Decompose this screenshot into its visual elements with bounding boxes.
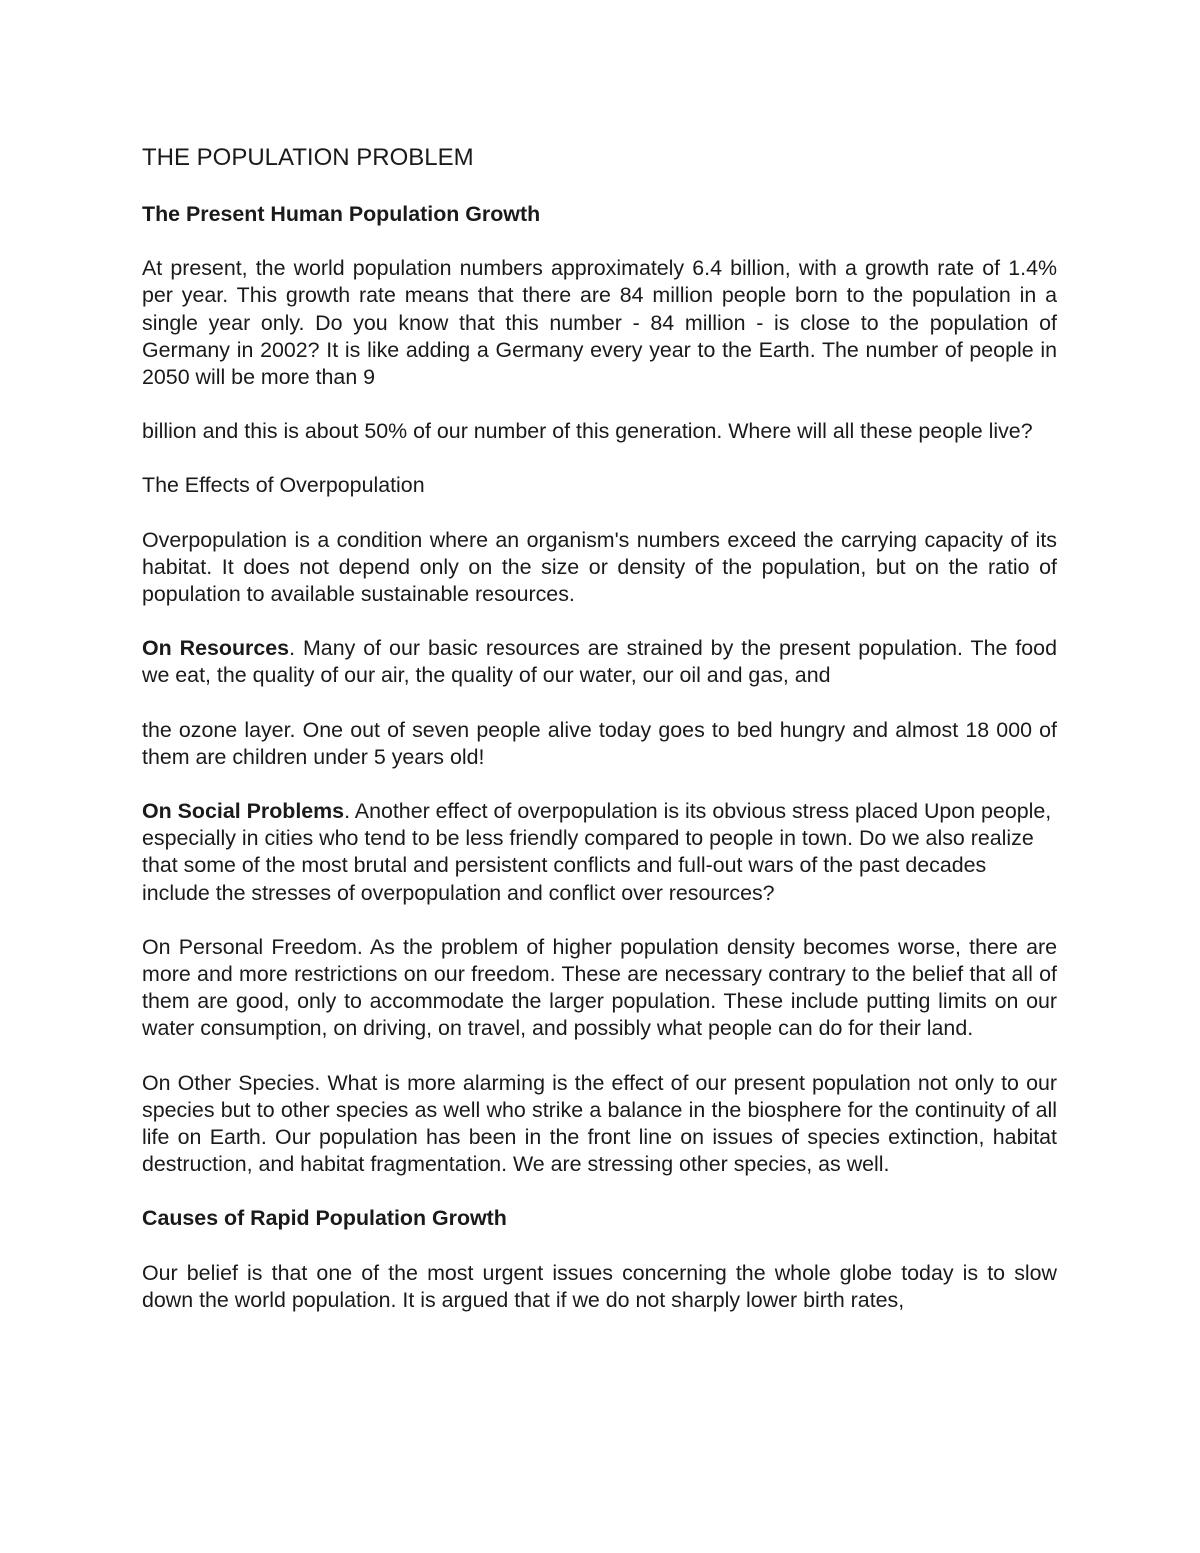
section-heading-effects: The Effects of Overpopulation <box>142 473 425 498</box>
paragraph-urgent-issues: Our belief is that one of the most urgent issues concerning the whole globe today is to slow down the world population. It is argued that if we do not sharply lower birth rates, <box>142 1260 1057 1312</box>
paragraph-on-other-species: On Other Species. What is more alarming is the effect of our present population not only to our species but to other species as well who strike a balance in the biosphere for the continuity of all life on Earth. Our population has been in the front line on issues of species extinction, habitat destruction, and habitat fragmentation. We are stressing other species, as well. <box>142 1070 1057 1177</box>
text-on-social-problems: . Another effect of overpopulation is its obvious stress placed Upon people, especially in cities who tend to be less friendly compared to people in town. Do we also realize that some of the most brutal and persistent conflicts and full-out wars of the past decades include the stresses of overpopulation and conflict over resources? <box>142 799 1052 905</box>
lead-on-resources: On Resources <box>142 636 290 661</box>
document-page <box>142 143 1057 1341</box>
paragraph-population-numbers: At present, the world population numbers approximately 6.4 billion, with a growth rate of 1.4% per year. This growth rate means that there are 84 million people born to the population in a single year only. Do you know that this number - 84 million - is close to the population of Germany in 2002? It is like adding a Germany every year to the Earth. The number of people in 2050 will be more than 9 <box>142 256 1057 390</box>
paragraph-where-will-people-live: billion and this is about 50% of our number of this generation. Where will all these people live? <box>142 419 1033 444</box>
section-heading-population-growth: The Present Human Population Growth <box>142 202 541 226</box>
document-title: THE POPULATION PROBLEM <box>142 144 474 171</box>
lead-on-social-problems: On Social Problems <box>142 799 345 824</box>
paragraph-on-personal-freedom: On Personal Freedom. As the problem of higher population density becomes worse, there are more and more restrictions on our freedom. These are necessary contrary to the belief that all of them are good, only to accommodate the larger population. These include putting limits on our water consumption, on driving, on travel, and possibly what people can do for their land. <box>142 934 1057 1041</box>
paragraph-overpopulation-definition: Overpopulation is a condition where an organism's numbers exceed the carrying capacity of its habitat. It does not depend only on the size or density of the population, but on the ratio of population to available sustainable resources. <box>142 527 1057 607</box>
paragraph-on-social-problems <box>142 798 1057 907</box>
text-on-resources: . Many of our basic resources are strained by the present population. The food we eat, the quality of our air, the quality of our water, our oil and gas, and <box>142 636 1057 688</box>
section-heading-causes: Causes of Rapid Population Growth <box>142 1206 507 1231</box>
paragraph-ozone-layer: the ozone layer. One out of seven people alive today goes to bed hungry and almost 18 000 of them are children under 5 years old! <box>142 717 1057 769</box>
paragraph-on-resources <box>142 635 1057 689</box>
